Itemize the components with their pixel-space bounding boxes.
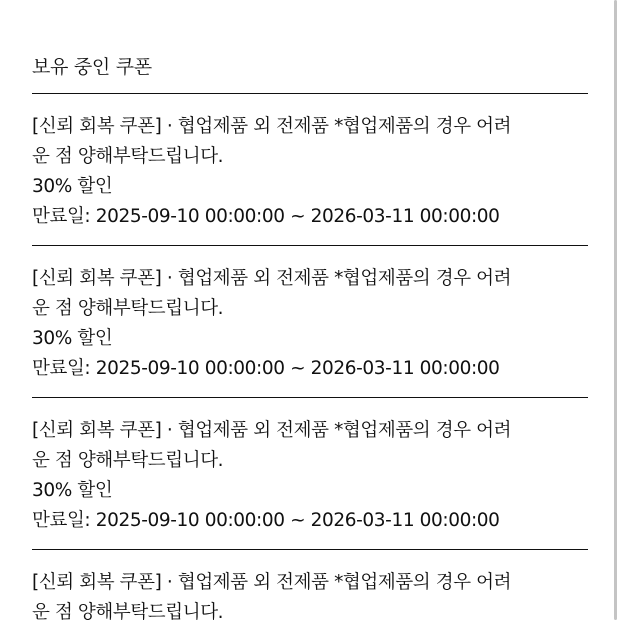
coupon-item bbox=[32, 245, 588, 397]
coupon-name-continued: 운 점 양해부탁드립니다. bbox=[32, 450, 224, 471]
coupon-expiry: 만료일: 2025-09-10 00:00:00 ~ 2026-03-11 00:00:00 bbox=[32, 358, 500, 379]
scrollbar[interactable] bbox=[612, 0, 620, 620]
coupon-name-continued: 운 점 양해부탁드립니다. bbox=[32, 146, 224, 167]
coupon-expiry: 만료일: 2025-09-10 00:00:00 ~ 2026-03-11 00:00:00 bbox=[32, 206, 500, 227]
coupon-name: [신뢰 회복 쿠폰] · 협업제품 외 전제품 *협업제품의 경우 어려 bbox=[32, 572, 512, 593]
coupon-expiry: 만료일: 2025-09-10 00:00:00 ~ 2026-03-11 00:00:00 bbox=[32, 510, 500, 531]
coupon-item bbox=[32, 397, 588, 549]
coupon-item bbox=[32, 93, 588, 245]
scrollbar-thumb[interactable] bbox=[614, 0, 617, 620]
coupon-discount: 30% 할인 bbox=[32, 328, 113, 349]
coupon-discount: 30% 할인 bbox=[32, 480, 113, 501]
coupon-name: [신뢰 회복 쿠폰] · 협업제품 외 전제품 *협업제품의 경우 어려 bbox=[32, 116, 512, 137]
coupon-discount: 30% 할인 bbox=[32, 176, 113, 197]
coupon-item bbox=[32, 549, 588, 620]
coupon-name: [신뢰 회복 쿠폰] · 협업제품 외 전제품 *협업제품의 경우 어려 bbox=[32, 268, 512, 289]
coupon-list bbox=[32, 93, 588, 620]
section-title: 보유 중인 쿠폰 bbox=[32, 56, 152, 78]
coupon-name-continued: 운 점 양해부탁드립니다. bbox=[32, 298, 224, 319]
coupon-name: [신뢰 회복 쿠폰] · 협업제품 외 전제품 *협업제품의 경우 어려 bbox=[32, 420, 512, 441]
coupon-name-continued: 운 점 양해부탁드립니다. bbox=[32, 602, 224, 620]
